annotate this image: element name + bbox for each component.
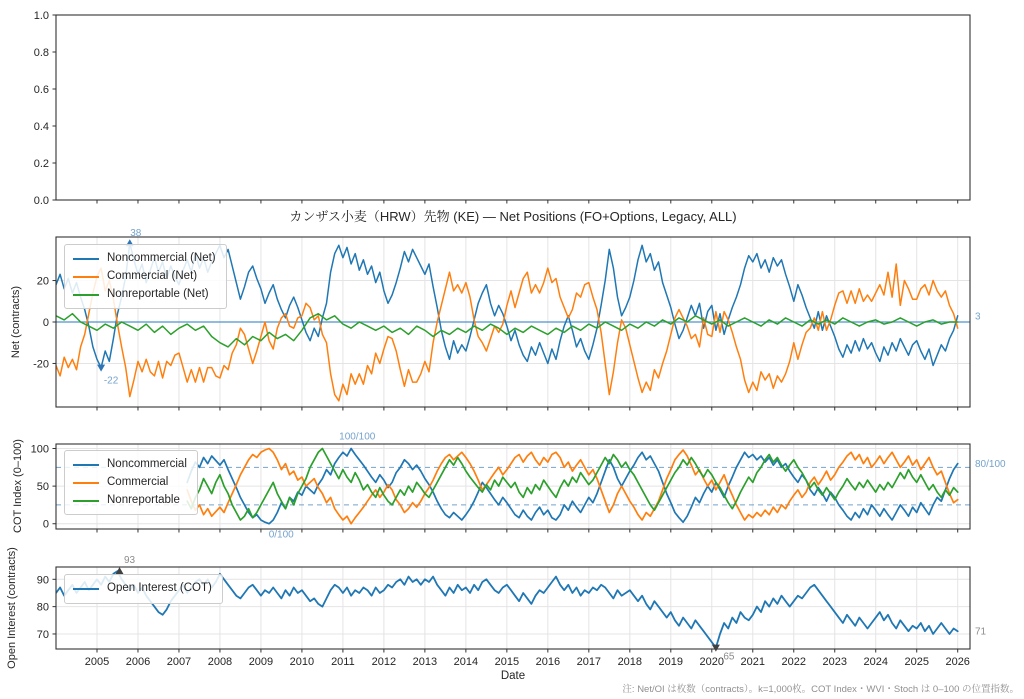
panel-net-positions: [33, 228, 981, 410]
x-tick-label: 2020: [699, 656, 725, 668]
footnote: 注: Net/OI は枚数（contracts）。k=1,000枚。COT Index・WVI・Stoch は 0–100 の位置指数。: [622, 684, 1019, 695]
x-tick-label: 2025: [904, 656, 929, 668]
x-tick-label: 2024: [863, 656, 888, 668]
x-axis-label-date: Date: [500, 670, 526, 682]
legend-label: Commercial (Net): [107, 269, 198, 282]
y-tick-label: 0.0: [33, 195, 49, 207]
panel-spare: [34, 10, 970, 207]
y-tick-label: 70: [36, 628, 49, 641]
y-tick-label: 0: [42, 518, 49, 531]
y-tick-label: -20: [33, 358, 49, 371]
y-tick-label: 80: [36, 601, 49, 614]
x-tick-label: 2022: [781, 656, 807, 668]
legend-label: Noncommercial: [107, 458, 187, 470]
legend-label: Open Interest (COT): [107, 582, 212, 594]
annotation: 65: [723, 651, 735, 663]
annotation: 38: [130, 228, 142, 240]
x-tick-label: 2017: [576, 656, 602, 668]
y-tick-label: 100: [30, 443, 49, 456]
x-tick-label: 2026: [945, 656, 970, 668]
y-tick-label: 50: [36, 481, 49, 494]
chart-title: カンザス小麦（HRW）先物 (KE) — Net Positions (FO+Options, Legacy, ALL): [289, 209, 737, 224]
x-tick-label: 2005: [84, 656, 110, 668]
y-tick-label: 90: [36, 574, 49, 587]
x-tick-label: 2018: [617, 656, 643, 668]
y-axis-label-net: Net (contracts): [10, 285, 22, 359]
legend-label: Nonreportable (Net): [107, 287, 209, 300]
y-axis-label-open-interest: Open Interest (contracts): [6, 547, 18, 669]
x-tick-label: 2008: [207, 656, 233, 668]
x-tick-label: 2012: [371, 656, 397, 668]
y-tick-label: 0.4: [33, 121, 49, 133]
x-tick-label: 2013: [412, 656, 438, 668]
x-tick-label: 2019: [658, 656, 684, 668]
legend-label: Nonreportable: [107, 493, 180, 506]
annotation: 80/100: [975, 459, 1006, 471]
panel-background: [56, 15, 970, 200]
legend-label: Noncommercial (Net): [107, 252, 216, 264]
x-tick-label: 2007: [166, 656, 192, 668]
y-tick-label: 0.8: [33, 47, 49, 59]
x-tick-label: 2015: [494, 656, 520, 668]
panel-cot-index: [31, 432, 1006, 541]
legend-label: Commercial: [107, 475, 169, 488]
y-tick-label: 0: [42, 317, 49, 329]
x-tick-label: 2023: [822, 656, 847, 668]
annotation: 100/100: [339, 431, 376, 443]
y-tick-label: 0.6: [33, 84, 49, 96]
annotation: 71: [975, 626, 987, 638]
x-tick-label: 2016: [535, 656, 561, 668]
x-tick-label: 2006: [125, 656, 151, 668]
y-tick-label: 20: [36, 275, 49, 288]
x-tick-label: 2009: [248, 656, 274, 668]
annotation: 93: [123, 555, 136, 567]
x-tick-label: 2014: [453, 656, 479, 668]
y-tick-label: 1.0: [33, 10, 49, 22]
panel-open-interest: [37, 555, 987, 668]
x-tick-label: 2021: [740, 656, 766, 668]
y-axis-label-cot-index: COT Index (0–100): [12, 439, 24, 533]
x-tick-label: 2010: [289, 656, 315, 668]
annotation: 0/100: [268, 529, 294, 541]
x-tick-label: 2011: [331, 656, 355, 668]
annotation: 3: [975, 311, 981, 323]
annotation: -22: [103, 375, 119, 387]
y-tick-label: 0.2: [33, 158, 49, 170]
